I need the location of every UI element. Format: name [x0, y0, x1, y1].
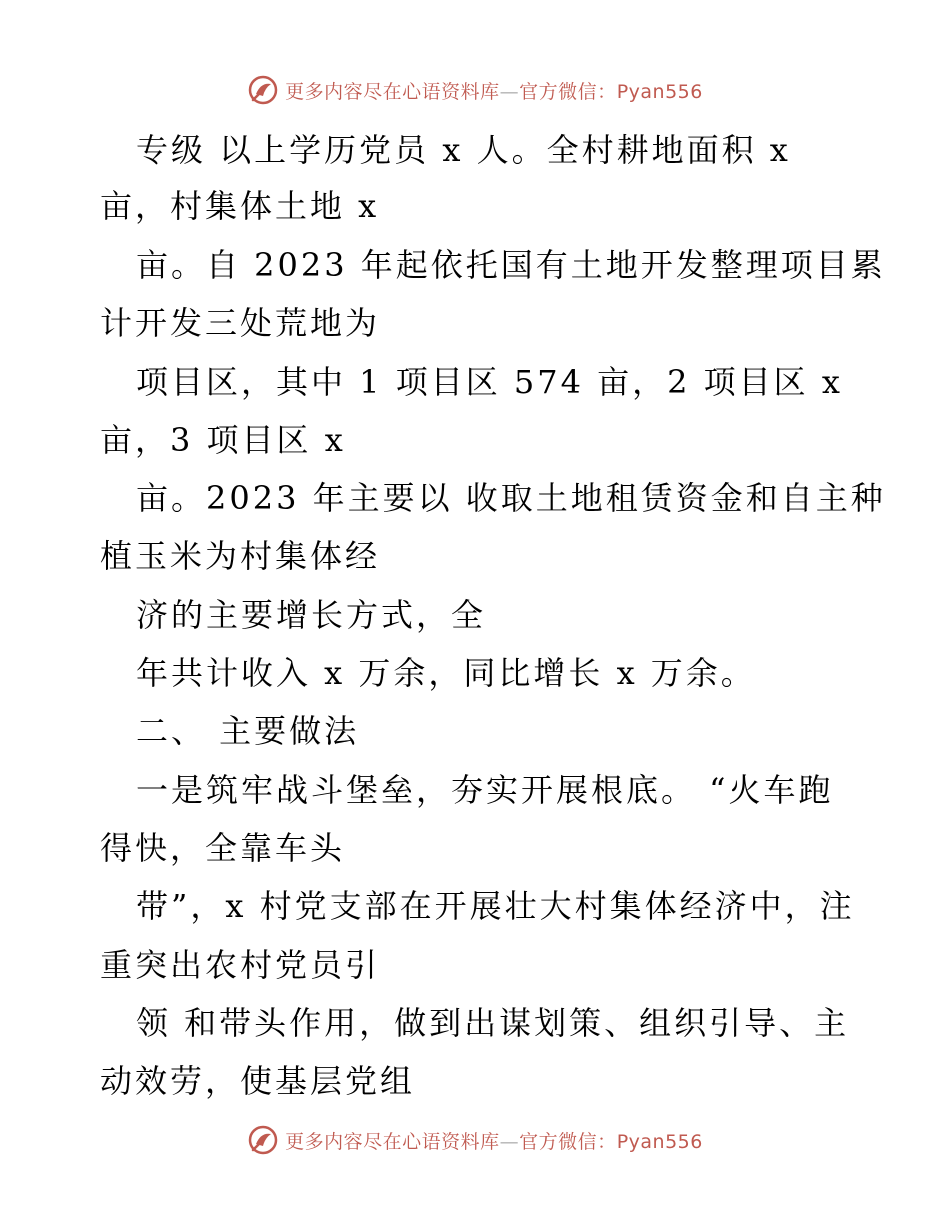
text-line: 亩，村集体土地 x — [100, 187, 380, 225]
text-line: 带”，x 村党支部在开展壮大村集体经济中，注 — [136, 887, 855, 925]
text-line: 得快，全靠车头 — [100, 829, 346, 867]
text-line: 济的主要增长方式，全 — [136, 596, 487, 634]
text-line: 一是筑牢战斗堡垒，夯实开展根底。 “火车跑 — [136, 771, 834, 809]
text-line: 年共计收入 x 万余，同比增长 x 万余。 — [136, 654, 756, 692]
text-line: 领 和带头作用，做到出谋划策、组织引导、主 — [136, 1004, 850, 1042]
watermark-text: 更多内容尽在心语资料库—官方微信：Pyan556 — [285, 80, 703, 103]
section-heading: 二、 主要做法 — [136, 712, 360, 750]
watermark-text: 更多内容尽在心语资料库—官方微信：Pyan556 — [285, 1130, 703, 1153]
text-line: 计开发三处荒地为 — [100, 304, 381, 342]
text-line: 专级 以上学历党员 x 人。全村耕地面积 x — [136, 131, 791, 169]
text-line: 亩。2023 年主要以 收取土地租赁资金和自主种 — [136, 479, 886, 517]
text-line: 项目区，其中 1 项目区 574 亩，2 项目区 x — [136, 363, 843, 401]
text-line: 重突出农村党员引 — [100, 946, 381, 984]
footer-watermark — [0, 1120, 950, 1160]
text-line: 亩。自 2023 年起依托国有土地开发整理项目累 — [136, 246, 886, 284]
text-line: 亩，3 项目区 x — [100, 421, 346, 459]
text-line: 植玉米为村集体经 — [100, 537, 381, 575]
text-line: 动效劳，使基层党组 — [100, 1062, 416, 1100]
logo-icon — [247, 1124, 279, 1156]
header-watermark — [0, 70, 950, 110]
logo-icon — [247, 74, 279, 106]
